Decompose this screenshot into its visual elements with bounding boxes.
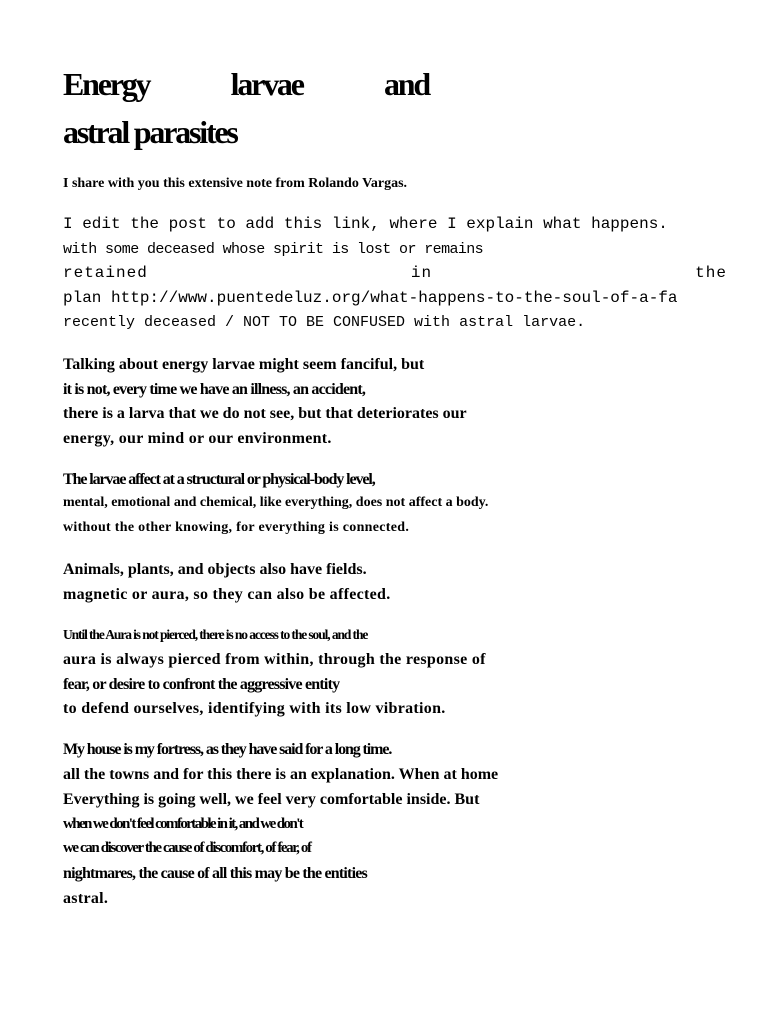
- paragraph-line: without the other knowing, for everything is connected.: [63, 520, 410, 535]
- paragraph-line: fear, or desire to confront the aggressive entity: [63, 676, 340, 693]
- title-word: and: [384, 66, 429, 102]
- edit-note-line: I edit the post to add this link, where I explain what happens.: [63, 215, 668, 233]
- paragraph-line: My house is my fortress, as they have said for a long time.: [63, 741, 392, 758]
- paragraph-line: astral.: [63, 890, 109, 907]
- edit-note-justified-line: [63, 264, 727, 282]
- edit-note-word: in: [410, 264, 433, 282]
- paragraph-line: aura is always pierced from within, through the response of: [63, 651, 486, 668]
- paragraph-line: energy, our mind or our environment.: [63, 430, 332, 447]
- title-word: larvae: [230, 66, 303, 102]
- title-line-2: astral parasites: [63, 114, 237, 150]
- paragraph-line: to defend ourselves, identifying with its low vibration.: [63, 700, 446, 717]
- paragraph-line: it is not, every time we have an illness, an accident,: [63, 381, 366, 398]
- paragraph-line: when we don't feel comfortable in it, and we don't: [63, 816, 303, 832]
- edit-note-word: the: [695, 264, 727, 282]
- paragraph-line: Animals, plants, and objects also have fields.: [63, 561, 367, 578]
- edit-note-line: with some deceased whose spirit is lost or remains: [63, 241, 484, 258]
- paragraph-line: nightmares, the cause of all this may be the entities: [63, 865, 367, 882]
- paragraph-line: Until the Aura is not pierced, there is no access to the soul, and the: [63, 627, 368, 642]
- paragraph-line: all the towns and for this there is an explanation. When at home: [63, 766, 499, 783]
- paragraph-line: Everything is going well, we feel very comfortable inside. But: [63, 791, 480, 808]
- intro-text: I share with you this extensive note from Rolando Vargas.: [63, 176, 408, 191]
- title-line-1: [63, 66, 429, 103]
- paragraph-line: we can discover the cause of discomfort, of fear, of: [63, 840, 311, 856]
- paragraph-line: magnetic or aura, so they can also be affected.: [63, 586, 391, 603]
- paragraph-line: there is a larva that we do not see, but that deteriorates our: [63, 405, 467, 422]
- paragraph-line: Talking about energy larvae might seem fanciful, but: [63, 356, 425, 373]
- title-word: Energy: [63, 66, 150, 102]
- edit-note-line: recently deceased / NOT TO BE CONFUSED with astral larvae.: [63, 314, 586, 331]
- paragraph-line: mental, emotional and chemical, like everything, does not affect a body.: [63, 495, 489, 510]
- paragraph-line: The larvae affect at a structural or physical-body level,: [63, 471, 375, 488]
- edit-note-word: retained: [63, 264, 148, 282]
- edit-note-link-line: plan http://www.puentedeluz.org/what-happens-to-the-soul-of-a-fa: [63, 289, 678, 307]
